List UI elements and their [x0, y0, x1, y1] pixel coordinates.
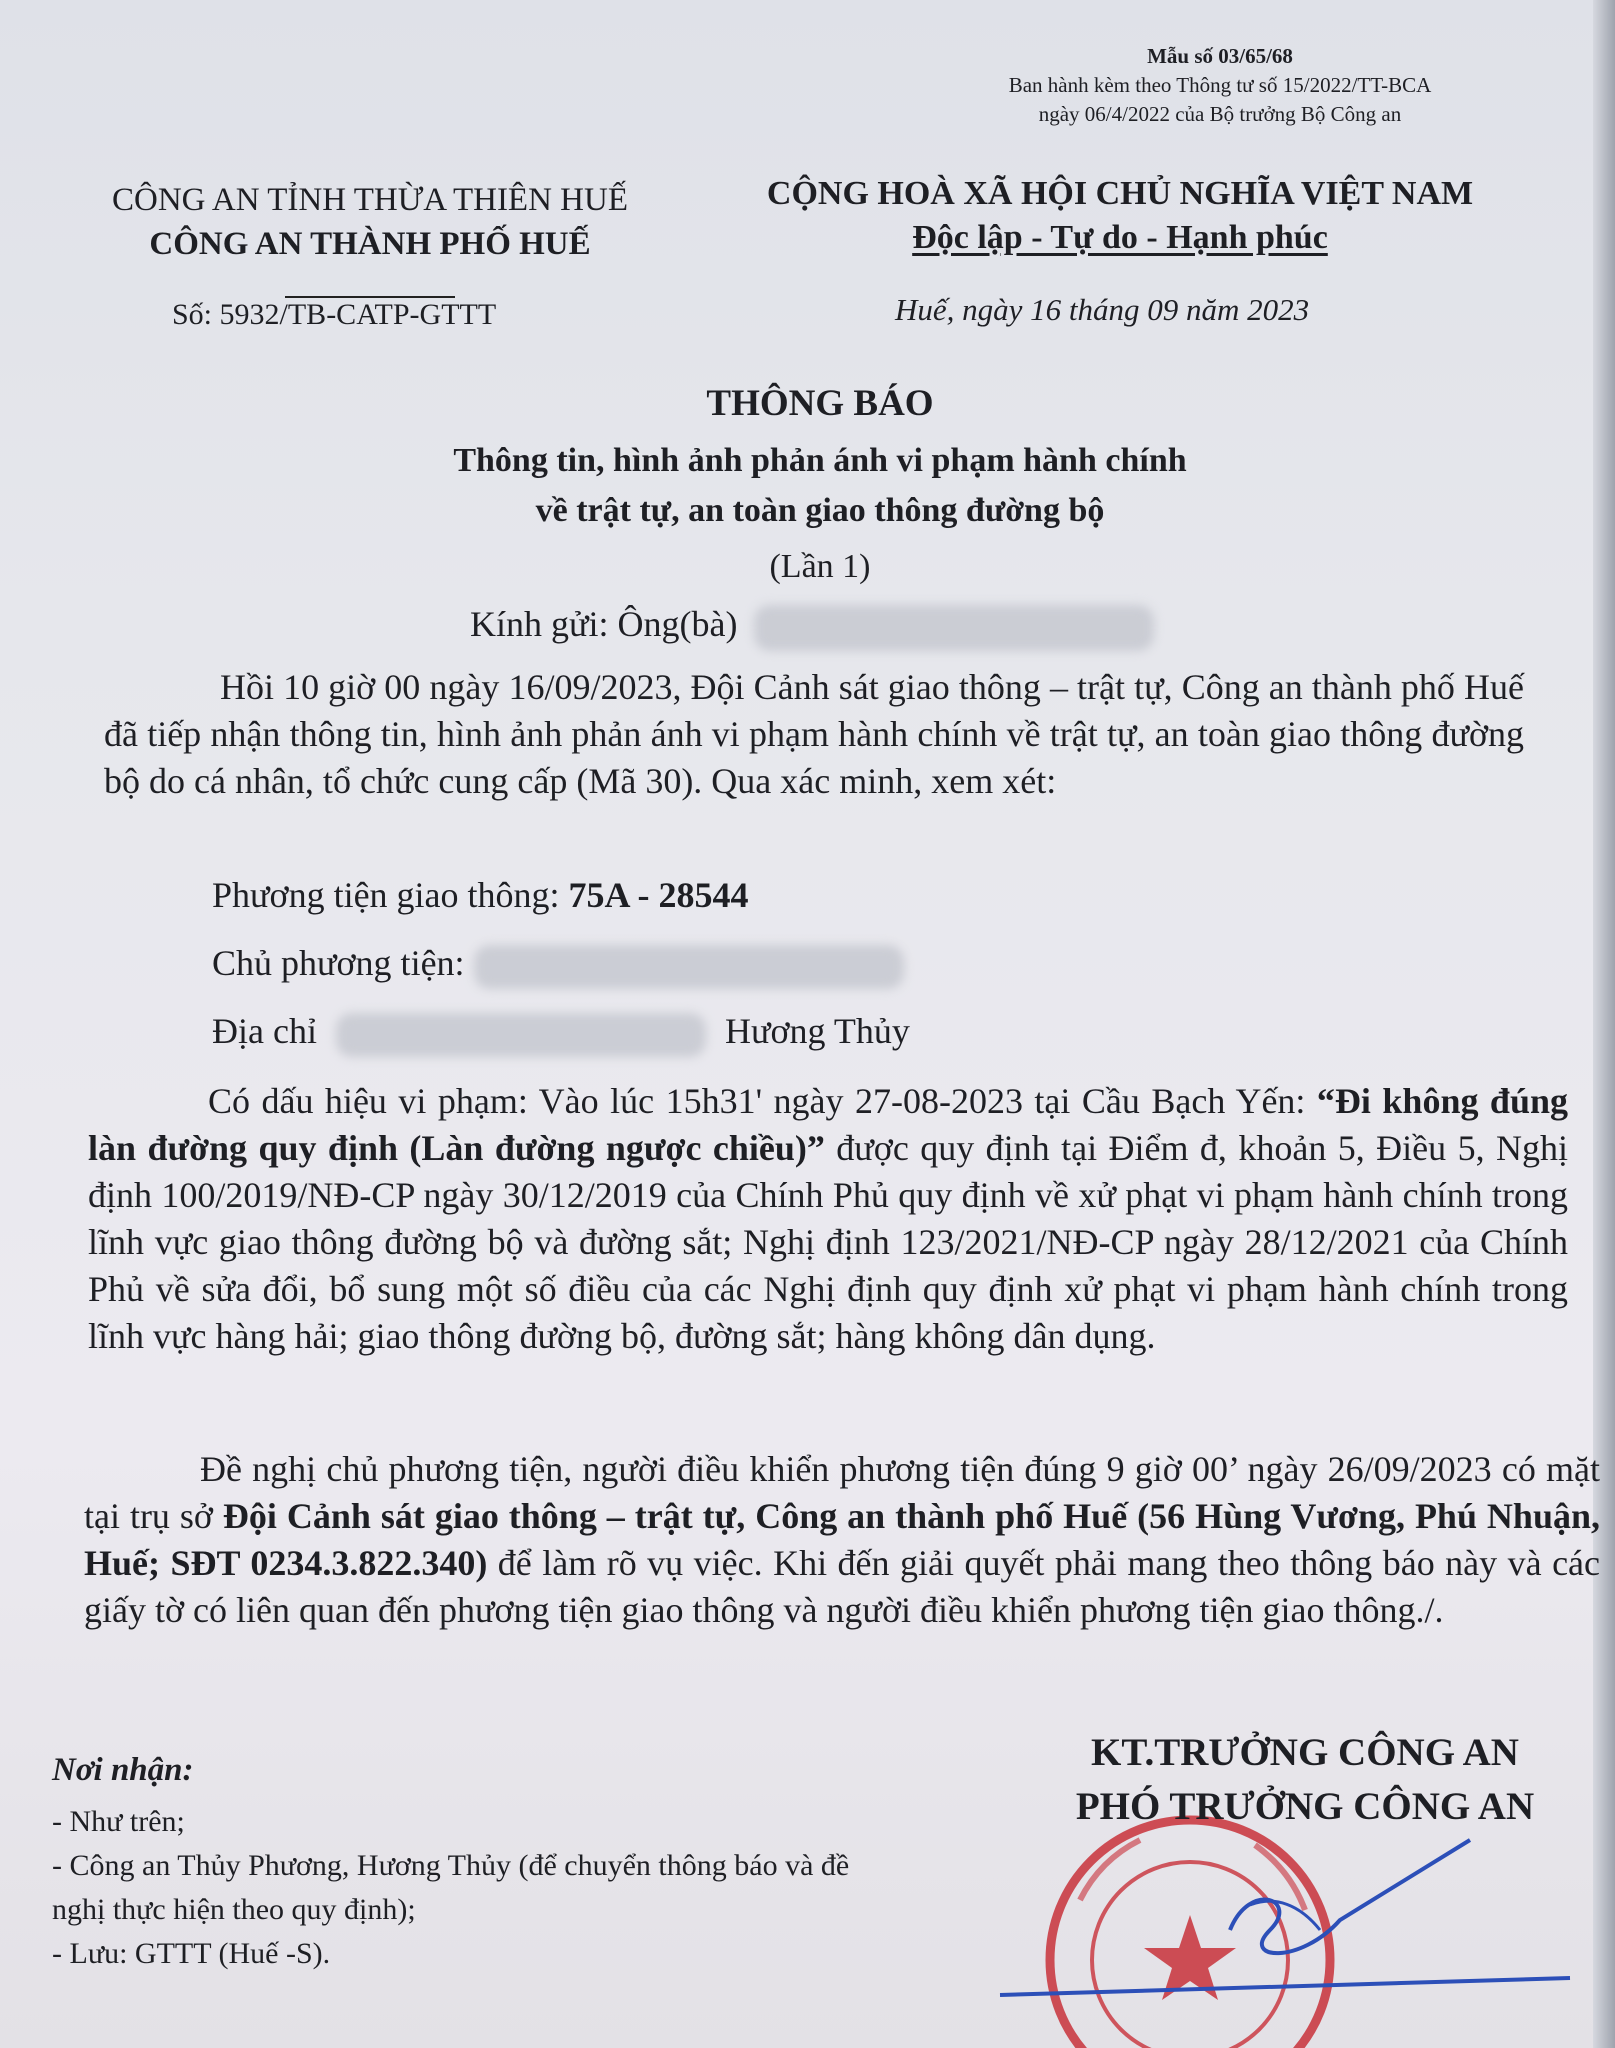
document-date: Huế, ngày 16 tháng 09 năm 2023	[895, 292, 1310, 327]
redacted-address	[336, 1013, 706, 1057]
vehicle-line	[212, 874, 749, 916]
subtitle-line1: Thông tin, hình ảnh phản ánh vi phạm hành chính	[453, 442, 1187, 479]
request-paragraph	[84, 1446, 1600, 1634]
subtitle-line2: về trật tự, an toàn giao thông đường bộ	[535, 492, 1105, 529]
form-issued-line1: Ban hành kèm theo Thông tư số 15/2022/TT-BCA	[1008, 73, 1432, 97]
redacted-recipient-name	[754, 605, 1154, 651]
recipients-list	[52, 1800, 902, 1976]
request-office: Đội Cảnh sát giao thông – trật tự, Công an thành phố Huế (56 Hùng Vương, Phú Nhuận, Huế; SĐT 0234.3.822.340)	[84, 1496, 1600, 1583]
recipients-title: Nơi nhận:	[52, 1752, 194, 1788]
vehicle-label: Phương tiện giao thông:	[212, 875, 560, 915]
agency-parent: CÔNG AN TỈNH THỪA THIÊN HUẾ	[111, 182, 628, 218]
national-header	[730, 172, 1510, 260]
form-issued-line2: ngày 06/4/2022 của Bộ trưởng Bộ Công an	[1038, 102, 1402, 126]
signer-title-line1: KT.TRƯỞNG CÔNG AN	[1091, 1731, 1519, 1774]
official-stamp	[1040, 1800, 1340, 2048]
nation-name: CỘNG HOÀ XÃ HỘI CHỦ NGHĨA VIỆT NAM	[766, 175, 1474, 212]
address-line	[212, 1010, 910, 1057]
signature-block	[1010, 1726, 1600, 1834]
issuing-agency	[60, 178, 680, 310]
intro-paragraph: Hồi 10 giờ 00 ngày 16/09/2023, Đội Cảnh sát giao thông – trật tự, Công an thành phố Huế đã tiếp nhận thông tin, hình ảnh phản ánh vi phạm hành chính về trật tự, an toàn giao thông đường bộ do cá nhân, tổ chức cung cấp (Mã 30). Qua xác minh, xem xét:	[104, 667, 1524, 801]
address-label: Địa chỉ	[212, 1011, 317, 1051]
form-code: Mẫu số 03/65/68	[1147, 44, 1293, 68]
agency-name: CÔNG AN THÀNH PHỐ HUẾ	[149, 226, 591, 262]
notice-count: (Lần 1)	[769, 548, 871, 585]
recipient-item: - Lưu: GTTT (Huế -S).	[52, 1937, 331, 1970]
nation-motto: Độc lập - Tự do - Hạnh phúc	[912, 219, 1328, 256]
recipient-item: - Như trên;	[52, 1805, 185, 1838]
request-lead: Đề nghị chủ phương tiện, người điều khiển phương tiện đúng 9 giờ 00’ ngày 26/09/2023 có mặt tại trụ sở	[84, 1449, 1600, 1536]
violation-legal-basis: được quy định tại Điểm đ, khoản 5, Điều 5, Nghị định 100/2019/NĐ-CP ngày 30/12/2019 của Chính Phủ quy định về xử phạt vi phạm hành chính trong lĩnh vực giao thông đường bộ và đường sắt; Nghị định 123/2021/NĐ-CP ngày 28/12/2021 của Chính Phủ về sửa đổi, bổ sung một số điều của các Nghị định quy định xử phạt vi phạm hành chính trong lĩnh vực hàng hải; giao thông đường bộ, đường sắt; hàng không dân dụng.	[88, 1128, 1569, 1356]
request-rest: để làm rõ vụ việc. Khi đến giải quyết phải mang theo thông báo này và các giấy tờ có liên quan đến phương tiện giao thông và người điều khiển phương tiện giao thông./.	[84, 1543, 1601, 1630]
document-title: THÔNG BÁO	[706, 383, 934, 424]
owner-line	[212, 942, 904, 989]
redacted-owner-name	[474, 945, 904, 989]
violation-lead: Có dấu hiệu vi phạm: Vào lúc 15h31' ngày 27-08-2023 tại Cầu Bạch Yến:	[208, 1081, 1306, 1121]
recipient-label: Kính gửi: Ông(bà)	[470, 604, 738, 644]
recipient-line	[470, 603, 1154, 651]
recipient-item: - Công an Thủy Phương, Hương Thủy (để chuyển thông báo và đề nghị thực hiện theo quy định);	[52, 1849, 850, 1926]
document-subtitle	[300, 436, 1340, 536]
violation-offense: “Đi không đúng làn đường quy định (Làn đường ngược chiều)”	[88, 1081, 1568, 1168]
license-plate: 75A - 28544	[568, 875, 749, 915]
signer-title-line2: PHÓ TRƯỞNG CÔNG AN	[1075, 1785, 1535, 1828]
address-district: Hương Thủy	[724, 1011, 910, 1051]
violation-paragraph	[88, 1078, 1568, 1360]
owner-label: Chủ phương tiện:	[212, 943, 465, 983]
form-reference	[950, 42, 1490, 129]
document-number: Số: 5932/TB-CATP-GTTT	[172, 298, 497, 331]
